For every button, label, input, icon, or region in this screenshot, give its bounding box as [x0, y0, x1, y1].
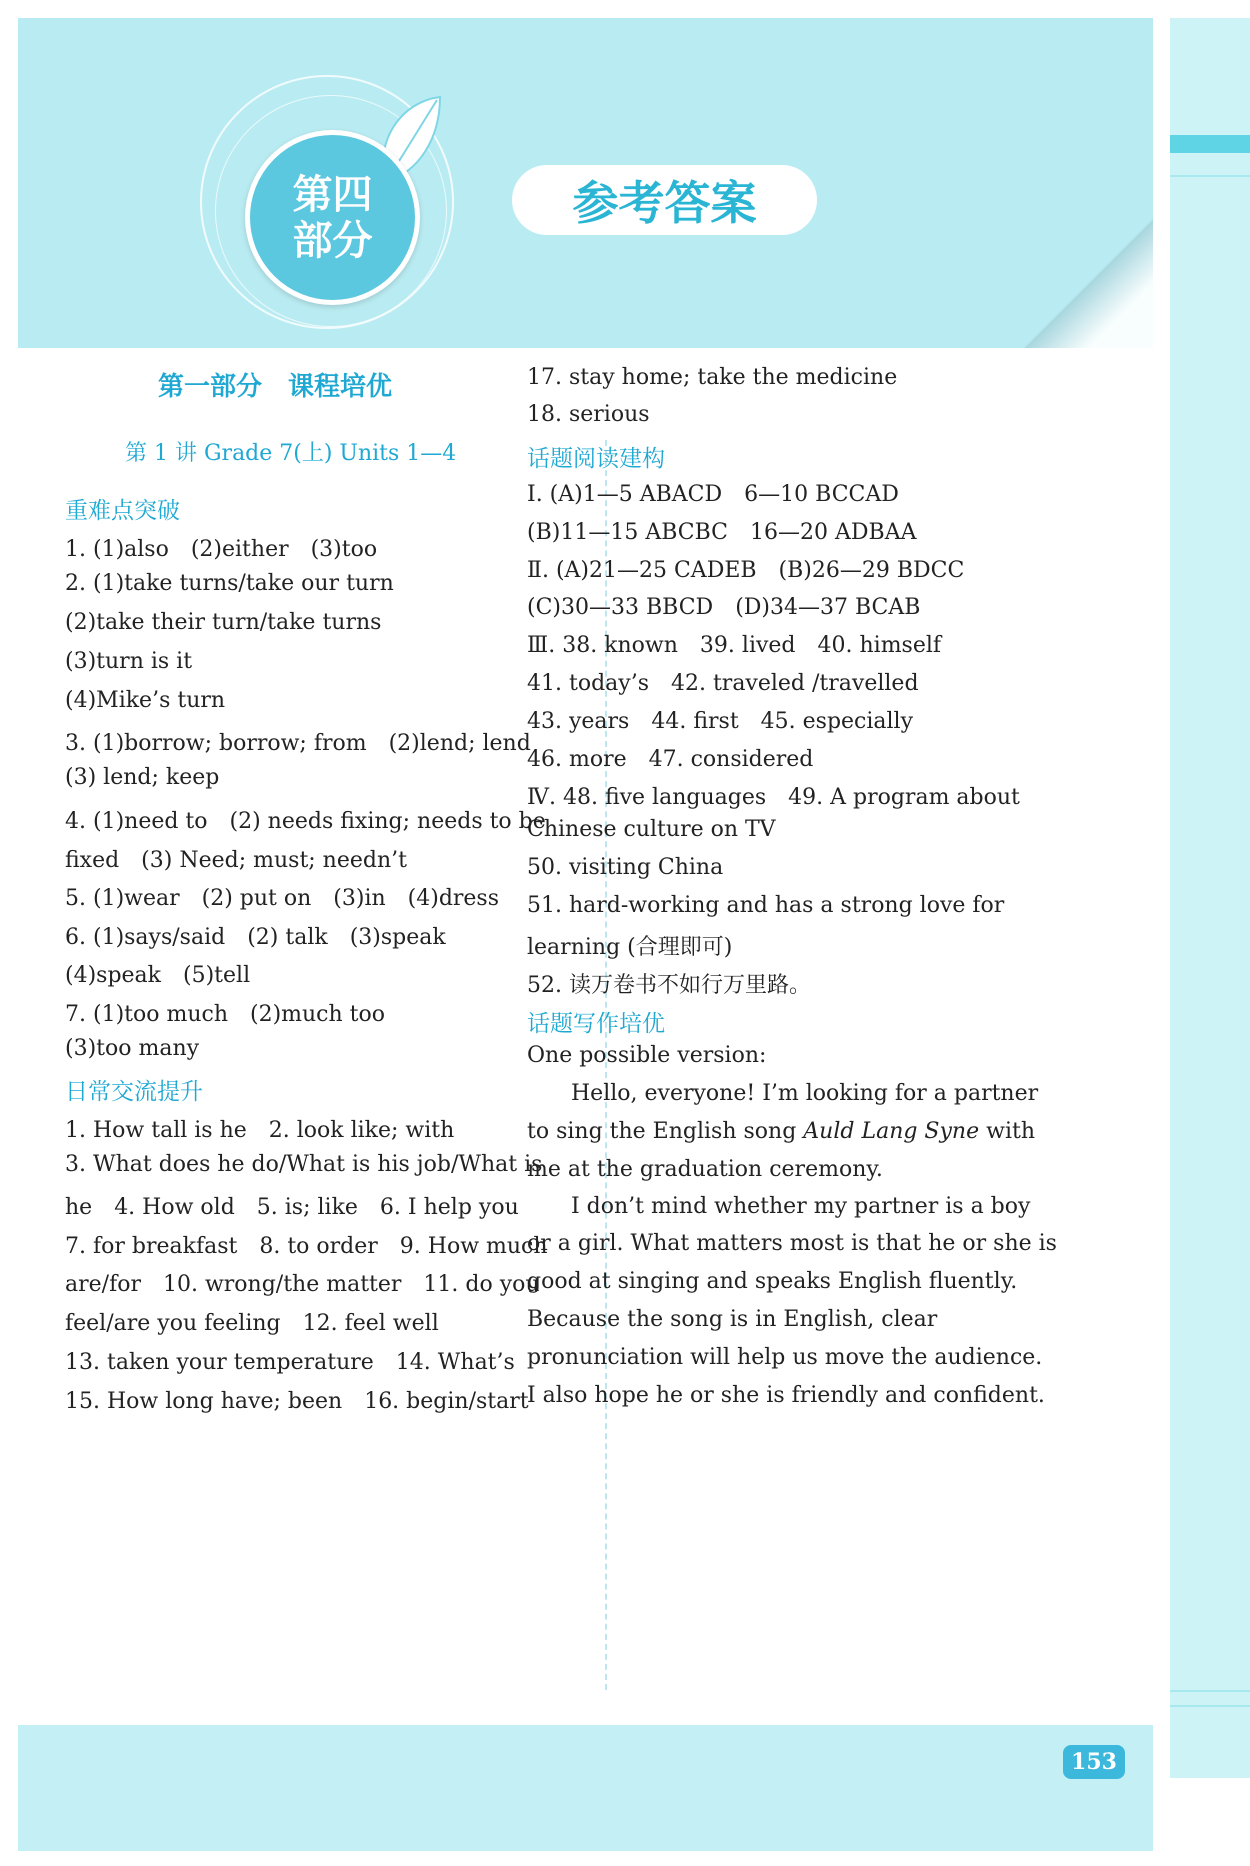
answer-line: 15. How long have; been 16. begin/start — [65, 1389, 529, 1414]
footer-band — [18, 1725, 1153, 1851]
essay-line: me at the graduation ceremony. — [527, 1157, 883, 1182]
page-edge-strip — [1170, 18, 1250, 1778]
answer-line: Ⅲ. 38. known 39. lived 40. himself — [527, 633, 942, 658]
answer-line: 52. 读万卷书不如行万里路。 — [527, 973, 811, 998]
answer-line: Ⅳ. 48. five languages 49. A program about — [527, 785, 1020, 810]
essay-line: pronunciation will help us move the audience. — [527, 1345, 1043, 1370]
answer-line: 2. (1)take turns/take our turn — [65, 571, 394, 596]
page-curl-decoration — [1023, 218, 1153, 348]
answer-line: 3. What does he do/What is his job/What is — [65, 1152, 543, 1177]
section-badge — [245, 130, 420, 305]
answer-line: (3)too many — [65, 1036, 200, 1061]
answer-line: fixed (3) Need; must; needn’t — [65, 848, 407, 873]
answer-line: (B)11—15 ABCBC 16—20 ADBAA — [527, 520, 917, 545]
answer-line: feel/are you feeling 12. feel well — [65, 1311, 439, 1336]
answer-line: 41. today’s 42. traveled /travelled — [527, 671, 919, 696]
answer-line: Ⅱ. (A)21—25 CADEB (B)26—29 BDCC — [527, 558, 965, 583]
essay-line: I also hope he or she is friendly and confident. — [527, 1383, 1045, 1408]
essay-line: Because the song is in English, clear — [527, 1307, 938, 1332]
answer-line: he 4. How old 5. is; like 6. I help you — [65, 1195, 519, 1220]
answer-line: 4. (1)need to (2) needs fixing; needs to be — [65, 809, 546, 834]
answer-line: (2)take their turn/take turns — [65, 610, 382, 635]
answer-line: 1. How tall is he 2. look like; with — [65, 1118, 455, 1143]
answer-line: 17. stay home; take the medicine — [527, 365, 898, 390]
page-edge-line — [1170, 175, 1250, 177]
answer-line: 7. (1)too much (2)much too — [65, 1002, 385, 1027]
section-heading: 话题阅读建构 — [527, 446, 665, 472]
essay-line: One possible version: — [527, 1043, 767, 1068]
answer-line: (4)Mike’s turn — [65, 688, 226, 713]
answer-line: 6. (1)says/said (2) talk (3)speak — [65, 925, 446, 950]
page-edge-line — [1170, 1690, 1250, 1692]
essay-text: to sing the English song — [527, 1119, 804, 1144]
lesson-title: 第 1 讲 Grade 7(上) Units 1—4 — [125, 441, 457, 466]
essay-line: I don’t mind whether my partner is a boy — [571, 1194, 1031, 1219]
part-title: 第一部分 课程培优 — [158, 372, 393, 402]
page-edge-band — [1170, 135, 1250, 153]
answer-line: 5. (1)wear (2) put on (3)in (4)dress — [65, 886, 500, 911]
badge-line-1: 第四 — [292, 171, 373, 218]
essay-line: Hello, everyone! I’m looking for a partner — [571, 1081, 1039, 1106]
page-edge-line — [1170, 1705, 1250, 1707]
answer-line: (4)speak (5)tell — [65, 963, 251, 988]
section-heading: 日常交流提升 — [65, 1079, 203, 1105]
answer-line: 46. more 47. considered — [527, 747, 814, 772]
answer-line: 43. years 44. first 45. especially — [527, 709, 914, 734]
song-title: Auld Lang Syne — [803, 1119, 980, 1144]
section-heading: 重难点突破 — [65, 498, 180, 524]
answer-line: (3) lend; keep — [65, 765, 220, 790]
page-title: 参考答案 — [572, 176, 757, 230]
answer-line: 7. for breakfast 8. to order 9. How much — [65, 1234, 548, 1259]
essay-line — [527, 1119, 1035, 1144]
section-heading: 话题写作培优 — [527, 1011, 665, 1037]
title-pill — [512, 165, 817, 235]
answer-line: (3)turn is it — [65, 649, 193, 674]
answer-line: 50. visiting China — [527, 855, 724, 880]
answer-line: Chinese culture on TV — [527, 817, 776, 842]
answer-line: 18. serious — [527, 402, 650, 427]
answer-line: 3. (1)borrow; borrow; from (2)lend; lend — [65, 731, 531, 756]
page-number: 153 — [1063, 1745, 1125, 1779]
essay-line: good at singing and speaks English fluently. — [527, 1269, 1018, 1294]
answer-line: are/for 10. wrong/the matter 11. do you — [65, 1272, 540, 1297]
answer-line: (C)30—33 BBCD (D)34—37 BCAB — [527, 595, 921, 620]
essay-line: or a girl. What matters most is that he or she is — [527, 1231, 1057, 1256]
answer-line: 1. (1)also (2)either (3)too — [65, 537, 378, 562]
answer-line: 13. taken your temperature 14. What’s — [65, 1350, 515, 1375]
answer-line: 51. hard-working and has a strong love for — [527, 893, 1005, 918]
badge-line-2: 部分 — [292, 217, 373, 264]
answer-line: learning (合理即可) — [527, 935, 733, 960]
answer-line: Ⅰ. (A)1—5 ABACD 6—10 BCCAD — [527, 482, 899, 507]
essay-text: with — [979, 1119, 1035, 1144]
